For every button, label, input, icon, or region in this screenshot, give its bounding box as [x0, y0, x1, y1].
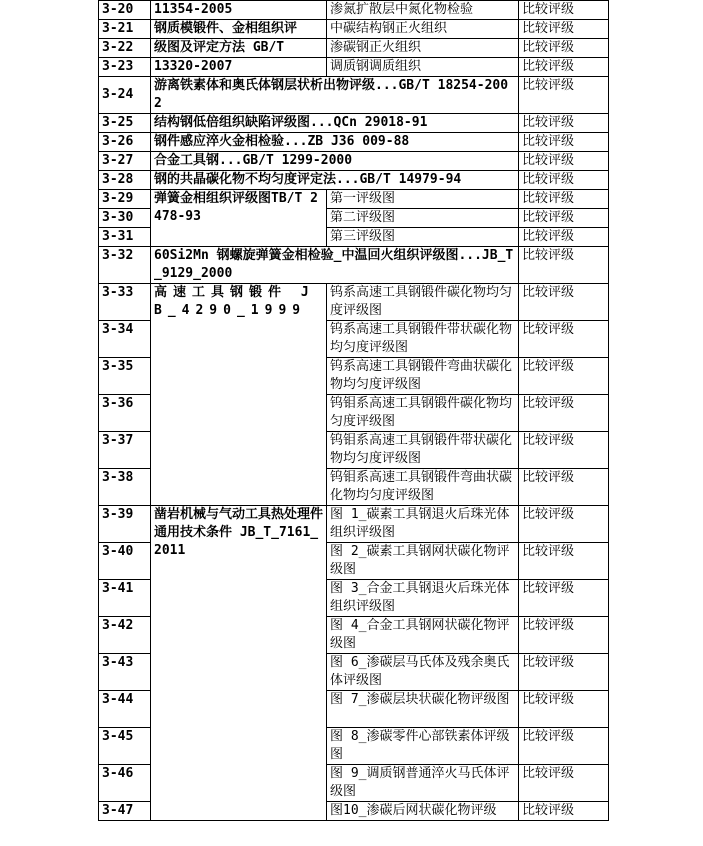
- rating-method: 比较评级: [519, 190, 609, 209]
- row-number: 3-46: [99, 765, 151, 802]
- inspection-item: 钨钼系高速工具钢锻件弯曲状碳化物均匀度评级图: [327, 469, 519, 506]
- row-number: 3-26: [99, 133, 151, 152]
- row-number: 3-24: [99, 77, 151, 114]
- row-number: 3-47: [99, 802, 151, 821]
- rating-method: 比较评级: [519, 152, 609, 171]
- rating-method: 比较评级: [519, 654, 609, 691]
- row-number: 3-27: [99, 152, 151, 171]
- standard-name-hss: 高速工具钢锻件 JB_4290_1999: [151, 284, 327, 506]
- row-number: 3-23: [99, 58, 151, 77]
- table-row: [99, 171, 609, 190]
- row-number: 3-28: [99, 171, 151, 190]
- rating-method: 比较评级: [519, 432, 609, 469]
- standard-name: 结构钢低倍组织缺陷评级图...QCn 29018-91: [151, 114, 519, 133]
- rating-method: 比较评级: [519, 209, 609, 228]
- row-number: 3-34: [99, 321, 151, 358]
- rating-method: 比较评级: [519, 321, 609, 358]
- inspection-item: 钨钼系高速工具钢锻件带状碳化物均匀度评级图: [327, 432, 519, 469]
- rating-method: 比较评级: [519, 20, 609, 39]
- table-row: [99, 114, 609, 133]
- inspection-item: 图 9_调质钢普通淬火马氏体评级图: [327, 765, 519, 802]
- rating-method: 比较评级: [519, 580, 609, 617]
- rating-method: 比较评级: [519, 58, 609, 77]
- row-number: 3-43: [99, 654, 151, 691]
- table-row: [99, 190, 609, 209]
- table-row: [99, 152, 609, 171]
- rating-method: 比较评级: [519, 228, 609, 247]
- row-number: 3-37: [99, 432, 151, 469]
- rating-method: 比较评级: [519, 77, 609, 114]
- rating-method: 比较评级: [519, 358, 609, 395]
- row-number: 3-32: [99, 247, 151, 284]
- rating-method: 比较评级: [519, 39, 609, 58]
- rating-method: 比较评级: [519, 506, 609, 543]
- inspection-item: 调质钢调质组织: [327, 58, 519, 77]
- rating-method: 比较评级: [519, 247, 609, 284]
- standard-name: 游离铁素体和奥氏体钢层状析出物评级...GB/T 18254-2002: [151, 77, 519, 114]
- standard-name: 合金工具钢...GB/T 1299-2000: [151, 152, 519, 171]
- row-number: 3-25: [99, 114, 151, 133]
- table-row: [99, 133, 609, 152]
- rating-method: 比较评级: [519, 114, 609, 133]
- inspection-item: 图 2_碳素工具钢网状碳化物评级图: [327, 543, 519, 580]
- row-number: 3-42: [99, 617, 151, 654]
- table-row: [99, 58, 609, 77]
- inspection-item: 图 3_合金工具钢退火后珠光体组织评级图: [327, 580, 519, 617]
- row-number: 3-21: [99, 20, 151, 39]
- inspection-item: 渗碳钢正火组织: [327, 39, 519, 58]
- inspection-item: 图 4_合金工具钢网状碳化物评级图: [327, 617, 519, 654]
- row-number: 3-45: [99, 728, 151, 765]
- table-row: [99, 20, 609, 39]
- table-row: [99, 284, 609, 321]
- row-number: 3-30: [99, 209, 151, 228]
- standard-name-rock-drill: 凿岩机械与气动工具热处理件通用技术条件 JB_T_7161_2011: [151, 506, 327, 821]
- inspection-item: 钨钼系高速工具钢锻件碳化物均匀度评级图: [327, 395, 519, 432]
- table-row: [99, 247, 609, 284]
- inspection-item: 第二评级图: [327, 209, 519, 228]
- rating-method: 比较评级: [519, 543, 609, 580]
- rating-method: 比较评级: [519, 617, 609, 654]
- table-row: [99, 1, 609, 20]
- row-number: 3-44: [99, 691, 151, 728]
- inspection-item: 钨系高速工具钢锻件碳化物均匀度评级图: [327, 284, 519, 321]
- row-number: 3-39: [99, 506, 151, 543]
- rating-method: 比较评级: [519, 469, 609, 506]
- standards-table: [98, 0, 609, 821]
- row-number: 3-38: [99, 469, 151, 506]
- rating-method: 比较评级: [519, 133, 609, 152]
- standard-name: 11354-2005: [151, 1, 327, 20]
- rating-method: 比较评级: [519, 765, 609, 802]
- inspection-item: 图10_渗碳后网状碳化物评级: [327, 802, 519, 821]
- inspection-item: 图 8_渗碳零件心部铁素体评级图: [327, 728, 519, 765]
- row-number: 3-36: [99, 395, 151, 432]
- inspection-item: 第一评级图: [327, 190, 519, 209]
- table-row: [99, 77, 609, 114]
- standard-name-spring: 弹簧金相组织评级图TB/T 2478-93: [151, 190, 327, 247]
- rating-method: 比较评级: [519, 171, 609, 190]
- row-number: 3-35: [99, 358, 151, 395]
- standard-name: 钢质模锻件、金相组织评: [151, 20, 327, 39]
- standard-name: 13320-2007: [151, 58, 327, 77]
- inspection-item: 钨系高速工具钢锻件带状碳化物均匀度评级图: [327, 321, 519, 358]
- inspection-item: 图 1_碳素工具钢退火后珠光体组织评级图: [327, 506, 519, 543]
- row-number: 3-22: [99, 39, 151, 58]
- standard-name: 钢件感应淬火金相检验...ZB J36 009-88: [151, 133, 519, 152]
- row-number: 3-40: [99, 543, 151, 580]
- inspection-item: 渗氮扩散层中氮化物检验: [327, 1, 519, 20]
- standard-name: 60Si2Mn 钢螺旋弹簧金相检验_中温回火组织评级图...JB_T_9129_2000: [151, 247, 519, 284]
- inspection-item: 图 7_渗碳层块状碳化物评级图: [327, 691, 519, 728]
- rating-method: 比较评级: [519, 395, 609, 432]
- row-number: 3-31: [99, 228, 151, 247]
- row-number: 3-41: [99, 580, 151, 617]
- inspection-item: 钨系高速工具钢锻件弯曲状碳化物均匀度评级图: [327, 358, 519, 395]
- rating-method: 比较评级: [519, 802, 609, 821]
- inspection-item: 图 6_渗碳层马氏体及残余奥氏体评级图: [327, 654, 519, 691]
- table-row: [99, 506, 609, 543]
- rating-method: 比较评级: [519, 284, 609, 321]
- row-number: 3-33: [99, 284, 151, 321]
- inspection-item: 中碳结构钢正火组织: [327, 20, 519, 39]
- rating-method: 比较评级: [519, 1, 609, 20]
- row-number: 3-29: [99, 190, 151, 209]
- standard-name: 级图及评定方法 GB/T: [151, 39, 327, 58]
- rating-method: 比较评级: [519, 691, 609, 728]
- standard-name: 钢的共晶碳化物不均匀度评定法...GB/T 14979-94: [151, 171, 519, 190]
- table-row: [99, 39, 609, 58]
- row-number: 3-20: [99, 1, 151, 20]
- rating-method: 比较评级: [519, 728, 609, 765]
- inspection-item: 第三评级图: [327, 228, 519, 247]
